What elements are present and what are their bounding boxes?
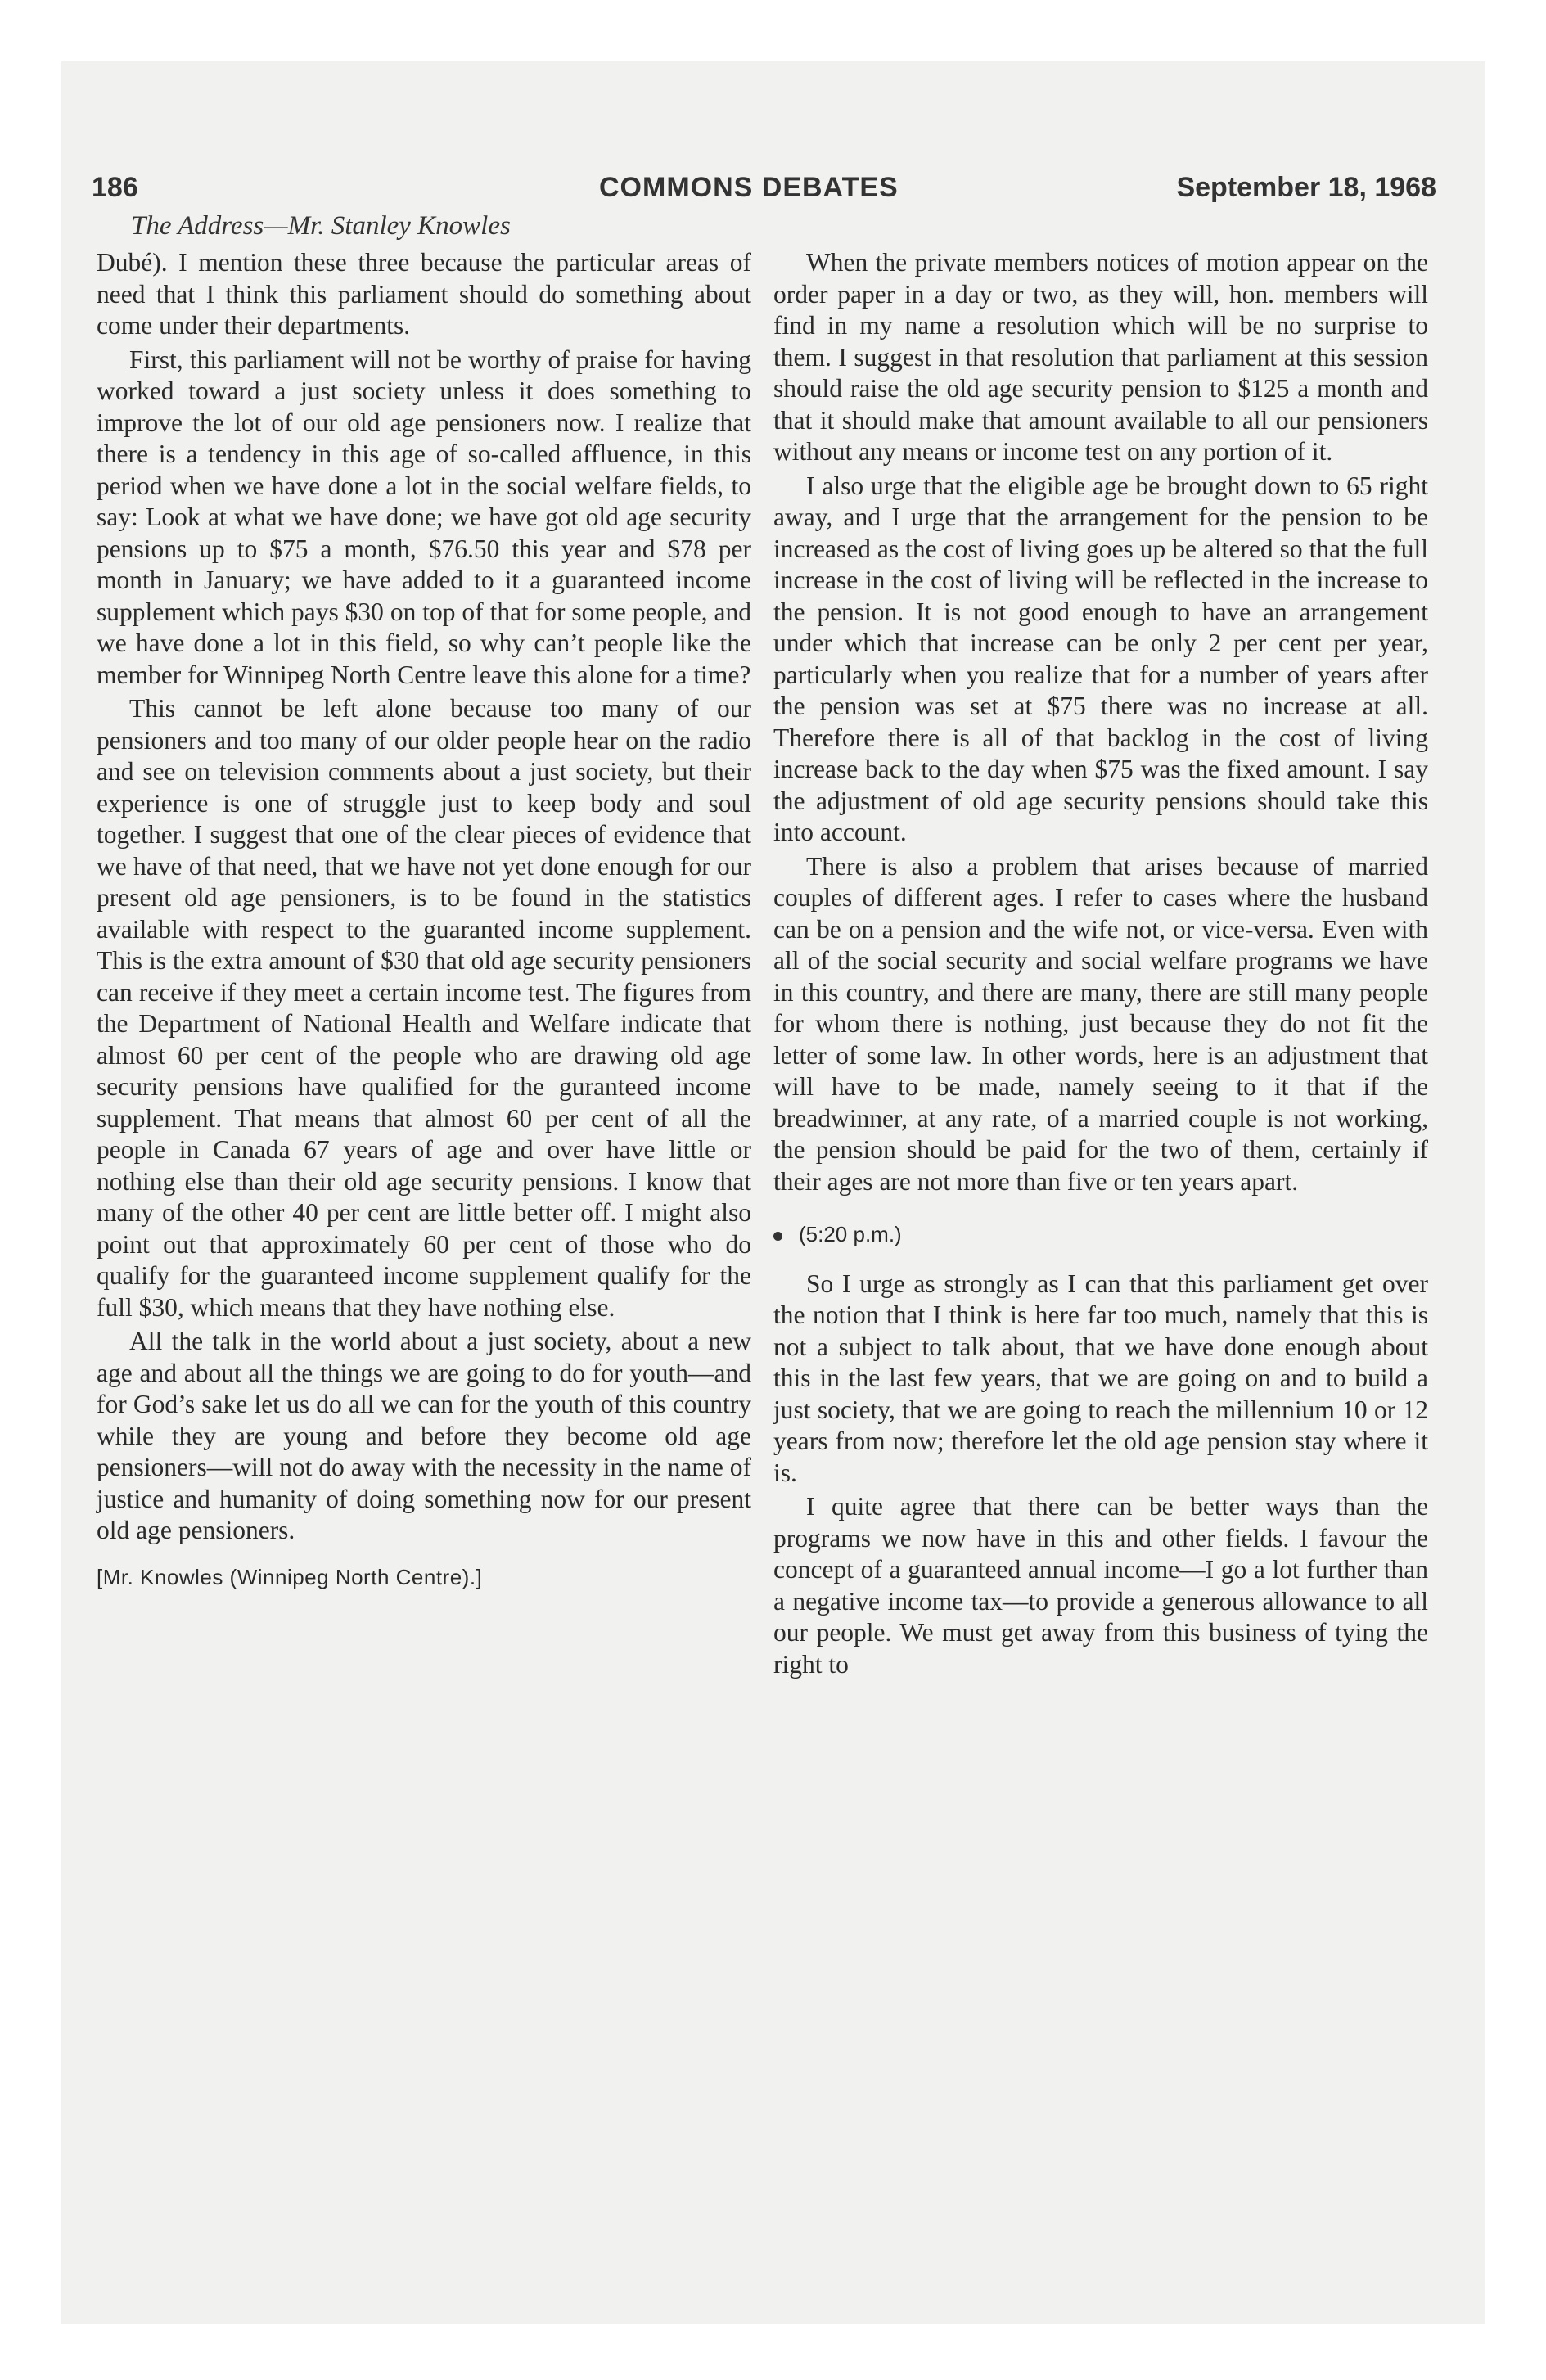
timestamp-text: (5:20 p.m.) — [799, 1222, 902, 1246]
bullet-icon — [773, 1232, 782, 1241]
speaker-attribution: [Mr. Knowles (Winnipeg North Centre).] — [97, 1564, 483, 1589]
paragraph: I also urge that the eligible age be brought down to 65 right away, and I urge that the arrangement for the pension to be increased as the cost of living goes up be altered so that the full increase in the cost of living will be reflected in the increase to the pension. It is not good enough to have an arrangement under which that increase can be only 2 per cent per year, particularly when you realize that for a number of years after the pension was set at $75 there was no increase at all. Therefore there is all of that backlog in the cost of living increase back to the day when $75 was the fixed amount. I say the adjustment of old age security pensions should take this into account. — [773, 471, 1428, 846]
timestamp-marker — [773, 1219, 1428, 1251]
paragraph: I quite agree that there can be better ways than the programs we now have in this and other fields. I favour the concept of a guaranteed annual income—I go a lot further than a negative income tax—to provide a generous allowance to all our people. We must get away from this business of tying the right to — [773, 1492, 1428, 1679]
paragraph: All the talk in the world about a just society, about a new age and about all the things we are going to do for youth—and for God’s sake let us do all we can for the youth of this country while they are young and before they become old age pensioners—will not do away with the necessity in the name of justice and humanity of doing something now for our present old age pensioners. — [97, 1327, 751, 1544]
page-number: 186 — [92, 172, 138, 203]
paragraph: First, this parliament will not be worthy of praise for having worked toward a just society unless it does something to improve the lot of our old age pensioners now. I realize that there is a tendency in this age of so-called affluence, in this period when we have done a lot in the social welfare fields, to say: Look at what we have done; we have got old age security pensions up to $75 a month, $76.50 this year and $78 per month in January; we have added to it a guaranteed income supplement which pays $30 on top of that for some people, and we have done a lot in this field, so why can’t people like the member for Winnipeg North Centre leave this alone for a time? — [97, 345, 751, 689]
publication-title: COMMONS DEBATES — [599, 172, 899, 203]
paragraph: So I urge as strongly as I can that this parliament get over the notion that I think is here far too much, namely that this is not a subject to talk about, that we have done enough about this in the last few years, that we are going on and to build a just society, that we are going to reach the millennium 10 or 12 years from now; therefore let the old age pension stay where it is. — [773, 1269, 1428, 1487]
paragraph: This cannot be left alone because too many of our pensioners and too many of our older people hear on the radio and see on television comments about a just society, but their experience is one of struggle just to keep body and soul together. I suggest that one of the clear pieces of evidence that we have of that need, that we have not yet done enough for our present old age pensioners, is to be found in the statistics available with respect to the guaranted income supplement. This is the extra amount of $30 that old age security pensioners can receive if they meet a certain income test. The figures from the Department of National Health and Welfare indicate that almost 60 per cent of the people who are drawing old age security pensions have qualified for the guranteed income supplement. That means that almost 60 per cent of all the people in Canada 67 years of age and over have little or nothing else than their old age security pensions. I know that many of the other 40 per cent are little better off. I might also point out that approximately 60 per cent of those who do qualify for the guaranteed income supplement qualify for the full $30, which means that they have nothing else. — [97, 694, 751, 1322]
paragraph: There is also a problem that arises because of married couples of different ages. I refer to cases where the husband can be on a pension and the wife not, or vice-versa. Even with all of the social security and social welfare programs we have in this country, and there are many, there are still many people for whom there is nothing, just because they do not fit the letter of some law. In other words, here is an adjustment that will have to be made, namely seeing to it that if the breadwinner, at any rate, of a married couple is not working, the pension should be paid for the two of them, certainly if their ages are not more than five or ten years apart. — [773, 851, 1428, 1196]
left-column — [97, 247, 751, 1593]
running-subtitle: The Address—Mr. Stanley Knowles — [131, 211, 511, 241]
page-header — [92, 172, 1436, 213]
paragraph: Dubé). I mention these three because the particular areas of need that I think this parliament should do something about come under their departments. — [97, 248, 751, 340]
page-date: September 18, 1968 — [1176, 172, 1436, 203]
right-column — [773, 247, 1428, 1680]
paragraph: When the private members notices of motion appear on the order paper in a day or two, as they will, hon. members will find in my name a resolution which will be no surprise to them. I suggest in that resolution that parliament at this session should raise the old age security pension to $125 a month and that it should make that amount available to all our pensioners without any means or income test on any portion of it. — [773, 248, 1428, 466]
